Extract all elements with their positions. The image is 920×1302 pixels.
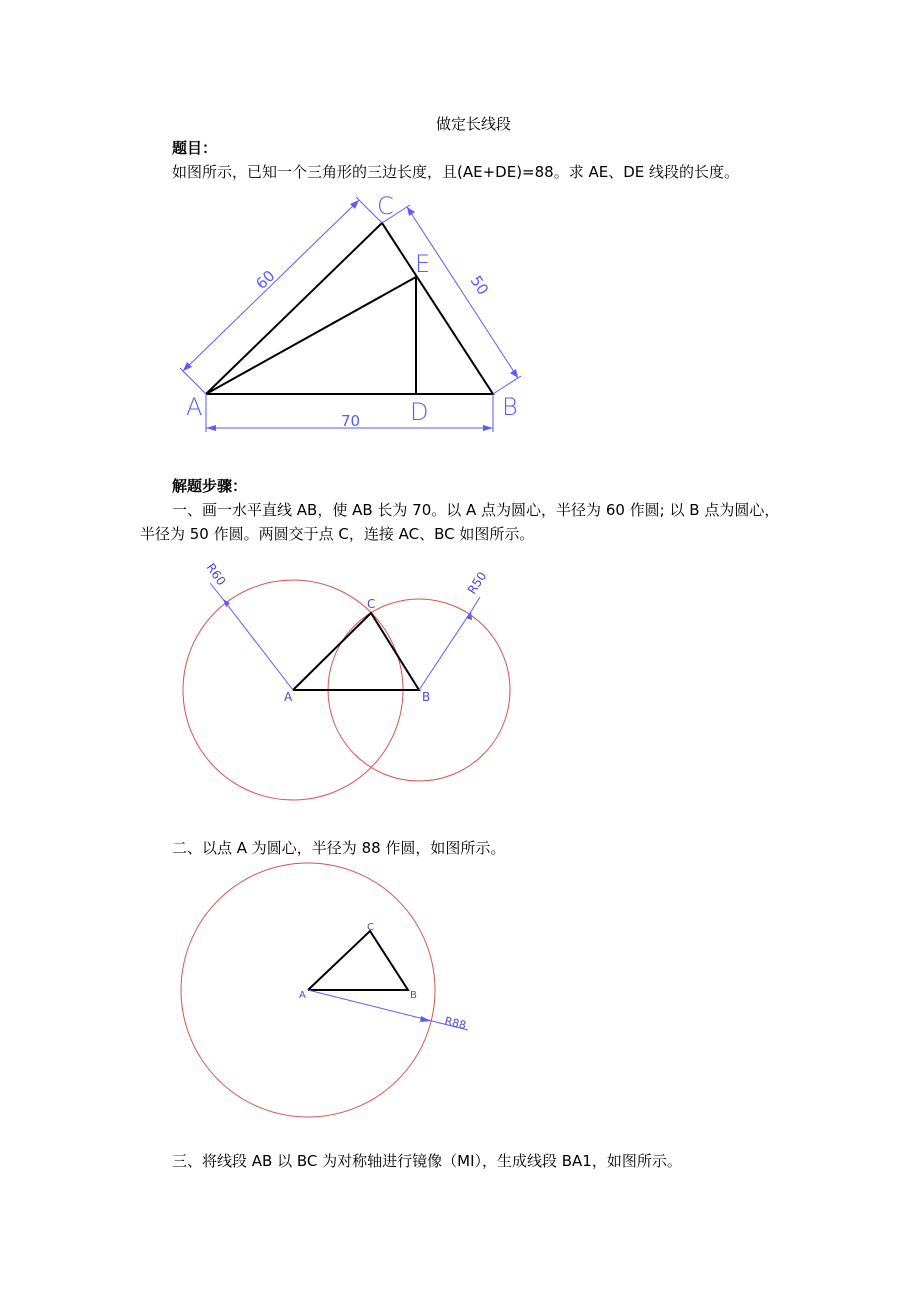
point-label-b: B bbox=[422, 690, 431, 704]
dim-label-ab: 70 bbox=[341, 412, 361, 430]
step2-text: 二、以点 A 为圆心，半径为 88 作圆，如图所示。 bbox=[172, 839, 506, 857]
point-label-c: C bbox=[367, 597, 376, 611]
radius-label-r60: R60 bbox=[203, 560, 229, 589]
step3-text: 三、将线段 AB 以 BC 为对称轴进行镜像（MI），生成线段 BA1，如图所示。 bbox=[172, 1152, 682, 1170]
radius-label-r88: R88 bbox=[443, 1014, 468, 1033]
page-title: 做定长线段 bbox=[436, 115, 512, 133]
radius-label-r50: R50 bbox=[464, 569, 490, 597]
steps-heading: 解题步骤： bbox=[172, 477, 248, 495]
step1-line2: 半径为 50 作圆。两圆交于点 C，连接 AC、BC 如图所示。 bbox=[140, 525, 535, 543]
point-label-b: B bbox=[410, 990, 417, 1001]
point-label-a: A bbox=[284, 690, 293, 704]
point-label-b: B bbox=[502, 393, 518, 421]
point-label-a: A bbox=[186, 393, 203, 421]
triangle-abc-step2 bbox=[308, 931, 408, 990]
point-label-c: C bbox=[377, 192, 394, 220]
problem-heading: 题目： bbox=[172, 139, 218, 157]
problem-text: 如图所示，已知一个三角形的三边长度，且(AE+DE)=88。求 AE、DE 线段的长度。 bbox=[172, 163, 739, 181]
point-label-c: C bbox=[367, 922, 374, 933]
dim-label-bc: 50 bbox=[466, 272, 493, 299]
dim-label-ac: 60 bbox=[252, 266, 279, 293]
point-label-a: A bbox=[299, 990, 306, 1001]
point-label-e: E bbox=[415, 250, 431, 278]
point-label-d: D bbox=[410, 398, 429, 426]
step1-line1: 一、画一水平直线 AB，使 AB 长为 70。以 A 点为圆心，半径为 60 作圆; 以 B 点为圆心， bbox=[172, 501, 780, 519]
